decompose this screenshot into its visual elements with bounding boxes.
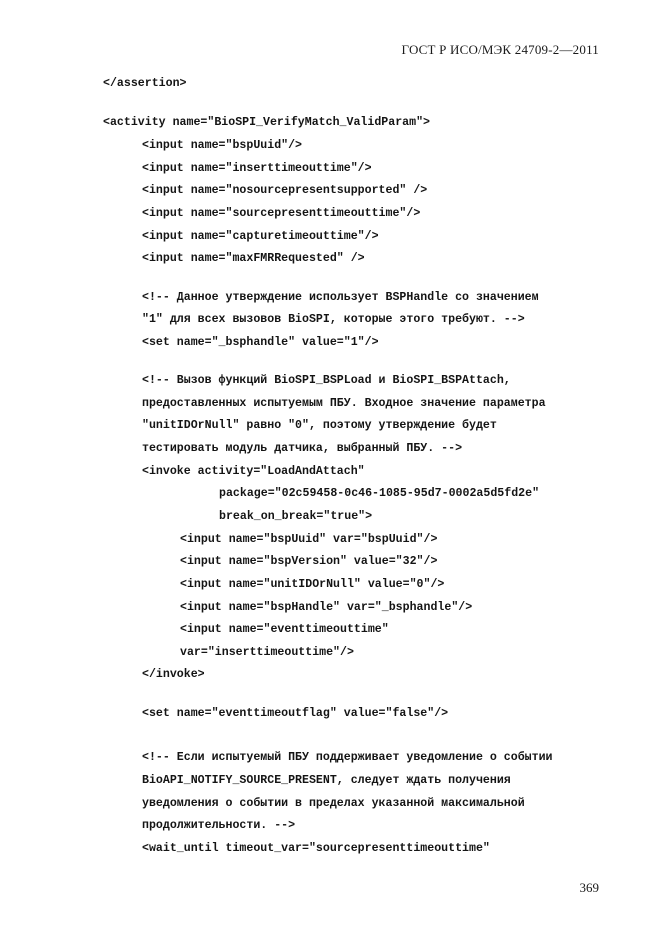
code-line: <invoke activity="LoadAndAttach" [142,465,365,478]
page-number: 369 [579,880,599,895]
code-line: <input name="eventtimeouttime" [180,623,389,636]
code-line: <activity name="BioSPI_VerifyMatch_ValidParam"> [103,116,430,129]
code-line: <wait_until timeout_var="sourcepresenttimeouttime" [142,842,490,855]
page-header: ГОСТ Р ИСО/МЭК 24709-2—2011 [401,42,599,57]
code-line: <set name="_bsphandle" value="1"/> [142,336,379,349]
code-line: var="inserttimeouttime"/> [180,646,354,659]
code-line: <input name="bspUuid" var="bspUuid"/> [180,533,438,546]
code-line: <input name="bspUuid"/> [142,139,303,152]
code-line: </invoke> [142,668,205,681]
code-comment-line: уведомления о событии в пределах указанной максимальной [142,797,525,810]
code-comment-line: BioAPI_NOTIFY_SOURCE_PRESENT, следует ждать получения [142,774,511,787]
code-comment-line: <!-- Если испытуемый ПБУ поддерживает уведомление о событии [142,751,553,764]
code-line: <input name="nosourcepresentsupported" /> [142,184,428,197]
code-comment-line: тестировать модуль датчика, выбранный ПБУ. --> [142,442,463,455]
code-comment-line: "1" для всех вызовов BioSPI, которые этого требуют. --> [142,313,525,326]
code-comment-line: предоставленных испытуемым ПБУ. Входное значение параметра [142,397,546,410]
code-line: <input name="inserttimeouttime"/> [142,162,372,175]
code-line: <input name="bspHandle" var="_bsphandle"/> [180,601,473,614]
code-line: <input name="sourcepresenttimeouttime"/> [142,207,421,220]
code-line: <input name="capturetimeouttime"/> [142,230,379,243]
code-line: <set name="eventtimeoutflag" value="false"/> [142,707,449,720]
code-comment-line: <!-- Вызов функций BioSPI_BSPLoad и BioSPI_BSPAttach, [142,374,511,387]
code-comment-line: <!-- Данное утверждение использует BSPHandle со значением [142,291,539,304]
code-line: break_on_break="true"> [219,510,373,523]
code-line: <input name="bspVersion" value="32"/> [180,555,438,568]
code-line: package="02c59458-0c46-1085-95d7-0002a5d5fd2e" [219,487,540,500]
code-comment-line: продолжительности. --> [142,819,296,832]
code-line: <input name="unitIDOrNull" value="0"/> [180,578,445,591]
code-comment-line: "unitIDOrNull" равно "0", поэтому утверждение будет [142,419,497,432]
code-line: <input name="maxFMRRequested" /> [142,252,365,265]
code-line: </assertion> [103,77,187,90]
